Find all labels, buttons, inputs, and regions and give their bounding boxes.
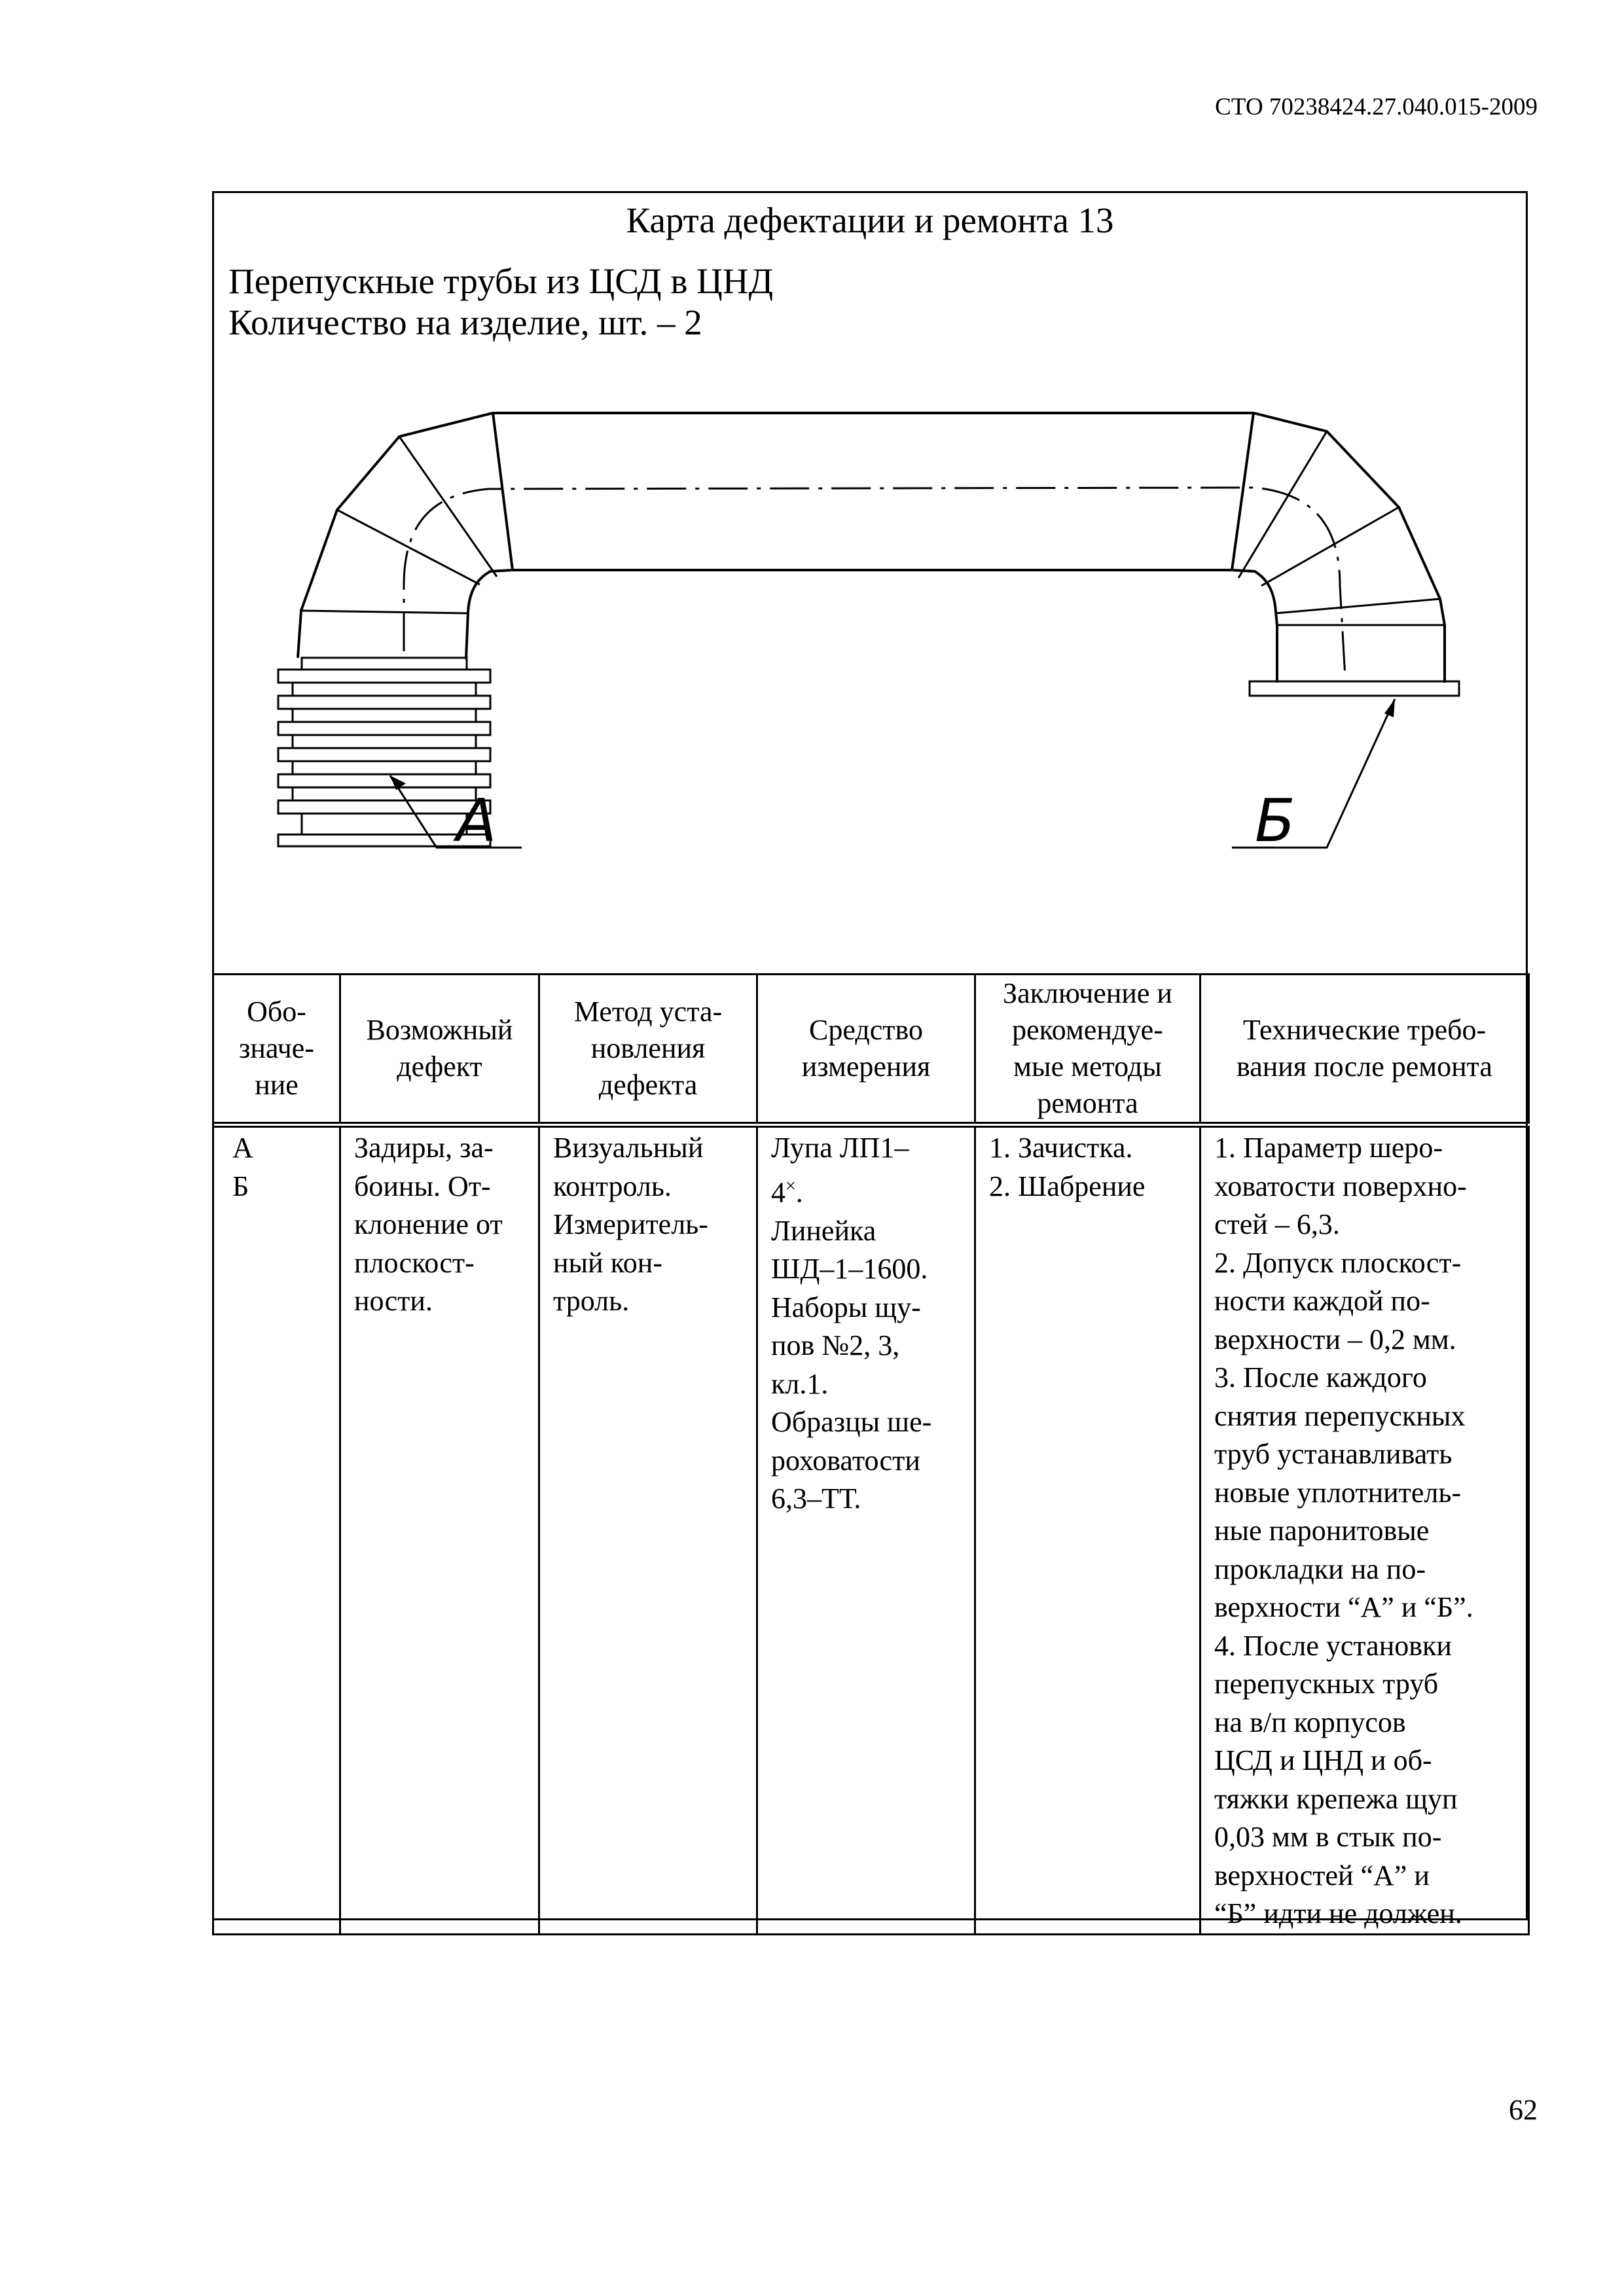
defect-table: [212, 973, 1530, 1935]
col-header-requirements: Технические требо- вания после ремонта: [1200, 975, 1529, 1125]
document-code: СТО 70238424.27.040.015-2009: [1215, 94, 1538, 120]
label-b: Б: [1255, 787, 1295, 855]
cell-requirements: 1. Параметр шеро- ховатости поверхно- стей – 6,3. 2. Допуск плоскост- ности каждой по- верхности – 0,2 мм. 3. После каждого снятия перепускных труб устанавливать новые уплотнитель- ные паронитовые прокладки на по- верхности “А” и “Б”. 4. После установки перепускных труб на в/п корпусов ЦСД и ЦНД и об- тяжки крепежа щуп 0,03 мм в стык по- верхностей “А” и “Б” идти не должен.: [1200, 1125, 1529, 1935]
pipe-straight-section: [493, 413, 1254, 570]
label-a: А: [456, 787, 497, 855]
card-title: Карта дефектации и ремонта 13: [626, 200, 1114, 240]
table-row: [213, 1125, 1529, 1935]
instrument-text: Лупа ЛП1– 4: [771, 1132, 909, 1209]
left-bend: [298, 413, 513, 659]
defect-card: [212, 191, 1528, 1929]
cell-method: Визуальный контроль. Измеритель- ный кон- троль.: [539, 1125, 757, 1935]
page-number: 62: [1509, 2094, 1538, 2126]
pipe-centerline: [404, 488, 1345, 677]
right-flange: [1250, 681, 1459, 696]
col-header-repair: Заключение и рекомендуе- мые методы ремонта: [975, 975, 1200, 1125]
cell-repair: 1. Зачистка. 2. Шабрение: [975, 1125, 1200, 1935]
right-bend: [1232, 413, 1445, 683]
table-header-row: [213, 975, 1529, 1125]
right-bend-segments: [1238, 431, 1445, 625]
col-header-instrument: Средство измерения: [757, 975, 975, 1125]
cell-instrument: [757, 1125, 975, 1935]
col-header-designation: Обо- значе- ние: [213, 975, 340, 1125]
part-name: Перепускные трубы из ЦСД в ЦНД: [228, 261, 774, 301]
cell-defect: Задиры, за- боины. От- клонение от плоскост- ности.: [340, 1125, 539, 1935]
leader-b-arrow: [1384, 699, 1395, 717]
quantity-per-item: Количество на изделие, шт. – 2: [228, 302, 702, 342]
pipe-drawing: [214, 193, 1526, 975]
instrument-superscript: ×: [785, 1175, 796, 1196]
instrument-text-rest: . Линейка ШД–1–1600. Наборы щу- пов №2, 3, кл.1. Образцы ше- роховатости 6,3–ТТ.: [771, 1176, 932, 1515]
col-header-method: Метод уста- новления дефекта: [539, 975, 757, 1125]
col-header-defect: Возможный дефект: [340, 975, 539, 1125]
cell-designation: А Б: [213, 1125, 340, 1935]
